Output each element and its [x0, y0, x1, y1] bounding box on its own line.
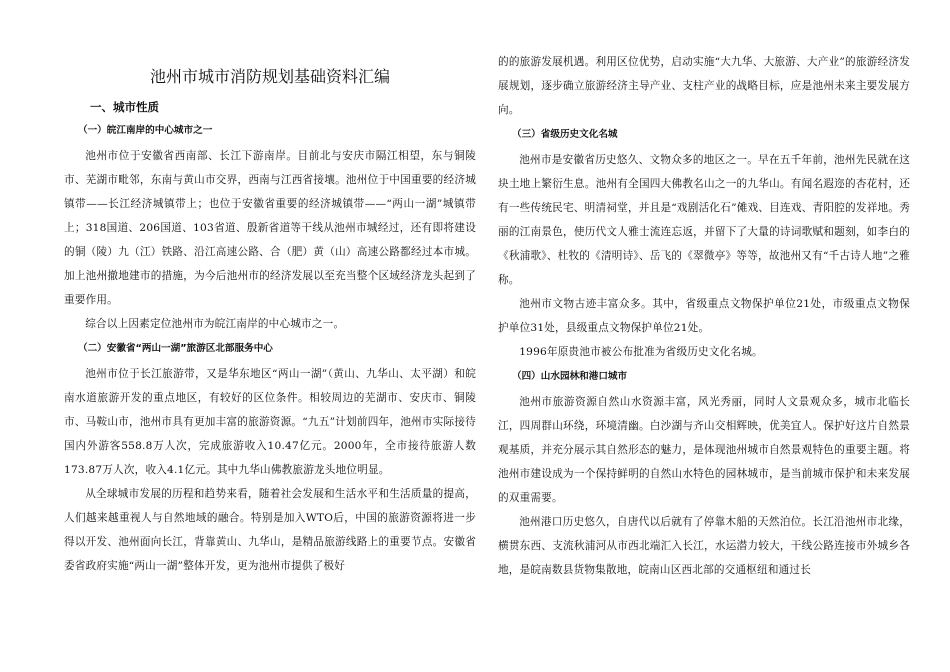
left-column	[64, 96, 476, 578]
paragraph: 池州市旅游资源自然山水资源丰富，风光秀丽，同时人文景观众多，城市北临长江，四周群山环绕，环境清幽。白沙湖与齐山交相辉映，优美宜人。保护好这片自然景观基质，并充分展示其自然形态的魅力，是体现池州城市自然景观特色的重要主题。将池州市建设成为一个保持鲜明的自然山水特色的园林城市，是当前城市保护和未来发展的双重需要。	[498, 396, 910, 504]
subsection-heading-1: （一）皖江南岸的中心城市之一	[78, 125, 213, 136]
page-title: 池州市城市消防规划基础资料汇编	[149, 67, 390, 86]
subsection-heading-3: （三）省级历史文化名城	[512, 129, 618, 140]
paragraph: 的的旅游发展机遇。利用区位优势，启动实施“大九华、大旅游、大产业”的旅游经济发展规划，逐步确立旅游经济主导产业、支柱产业的战略目标，应是池州未来主要发展方向。	[498, 56, 910, 116]
right-column	[498, 50, 910, 582]
paragraph: 池州市文物古迹丰富众多。其中，省级重点文物保护单位21处，市级重点文物保护单位31处，县级重点文物保护单位21处。	[498, 298, 910, 334]
subsection-heading-4: （四）山水园林和港口城市	[512, 371, 628, 382]
paragraph: 从全球城市发展的历程和趋势来看，随着社会发展和生活水平和生活质量的提高，人们越来越重视人与自然地域的融合。特别是加入WTO后，中国的旅游资源将进一步得以开发、池州面向长江，背靠黄山、九华山，是精品旅游线路上的重要节点。安徽省委省政府实施“两山一湖”整体开发，更为池州市提供了极好	[64, 488, 476, 572]
paragraph: 1996年原贵池市被公布批准为省级历史文化名城。	[519, 346, 763, 358]
paragraph: 池州市位于安徽省西南部、长江下游南岸。目前北与安庆市隔江相望，东与铜陵市、芜湖市毗邻，东南与黄山市交界，西南与江西省接壤。池州位于中国重要的经济城镇带——长江经济城镇带上；也位于安徽省重要的经济城镇带——“两山一湖”城镇带上；318国道、206国道、103省道、殷新省道等干线从池州市城经过，还有即将建设的铜（陵）九（江）铁路、沿江高速公路、合（肥）黄（山）高速公路都经过本市城。加上池州撤地建市的措施，为今后池州市的经济发展以至充当整个区域经济龙头起到了重要作用。	[64, 150, 476, 306]
subsection-heading-2: （二）安徽省“两山一湖”旅游区北部服务中心	[78, 343, 273, 354]
paragraph: 综合以上因素定位池州市为皖江南岸的中心城市之一。	[85, 318, 345, 330]
section-heading-city-nature: 一、城市性质	[90, 100, 159, 114]
paragraph: 池州市位于长江旅游带，又是华东地区“两山一湖”（黄山、九华山、太平湖）和皖南水道旅游开发的重点地区，有较好的区位条件。相较周边的芜湖市、安庆市、铜陵市、马鞍山市，池州市具有更加丰富的旅游资源。“九五”计划前四年，池州市实际接待国内外游客558.8万人次，完成旅游收入10.47亿元。2000年，全市接待旅游人数173.87万人次，收入4.1亿元。其中九华山佛教旅游龙头地位明显。	[64, 368, 476, 476]
paragraph: 池州港口历史悠久，自唐代以后就有了停靠木船的天然泊位。长江沿池州市北缘，横贯东西、支流秋浦河从市西北端汇入长江，水运潜力较大，干线公路连接市外城乡各地，是皖南数县货物集散地，皖南山区西北部的交通枢纽和通过长	[498, 516, 910, 576]
paragraph: 池州市是安徽省历史悠久、文物众多的地区之一。早在五千年前，池州先民就在这块土地上繁衍生息。池州有全国四大佛教名山之一的九华山。有闻名遐迩的杏花村，还有一些传统民宅、明清祠堂，并且是“戏剧活化石”傩戏、目连戏、青阳腔的发祥地。秀丽的江南景色，使历代文人雅士流连忘返，并留下了大量的诗词歌赋和题刻，如李白的《秋浦歌》、杜牧的《清明诗》、岳飞的《翠微亭》等等，故池州又有“千古诗人地”之雅称。	[498, 154, 910, 286]
